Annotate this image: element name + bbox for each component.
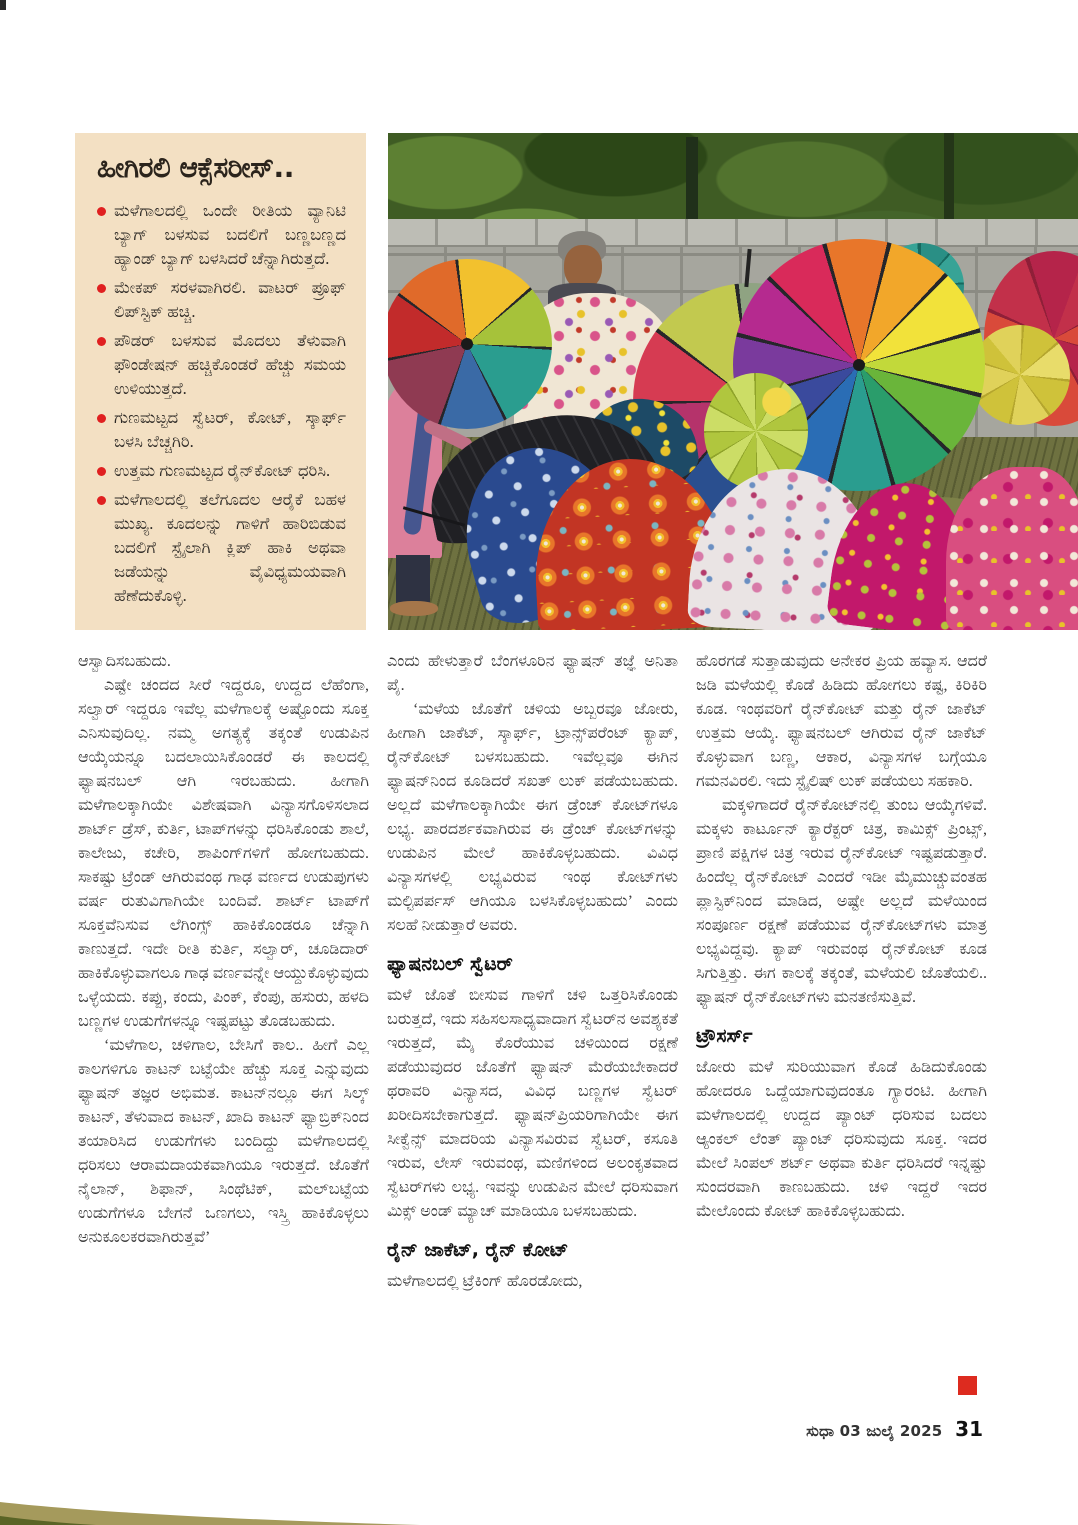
article-column-3: [696, 650, 987, 1398]
bullet-item: [97, 199, 346, 271]
corner-decoration: [0, 1491, 420, 1525]
woman-legs: [396, 555, 430, 607]
article-end-marker: [958, 1376, 977, 1395]
bullet-text: ಪೌಡರ್ ಬಳಸುವ ಮೊದಲು ತೆಳುವಾಗಿ ಫೌಂಡೇಷನ್ ಹಚ್ಚಿಕೊಂಡರೆ ಹೆಚ್ಚು ಸಮಯ ಉಳಿಯುತ್ತದೆ.: [114, 331, 346, 398]
paragraph: ‘ಮಳೆಯ ಜೊತೆಗೆ ಚಳಿಯ ಅಬ್ಬರವೂ ಜೋರು, ಹೀಗಾಗಿ ಜಾಕೆಟ್, ಸ್ಕಾರ್ಫ್, ಟ್ರಾನ್ಸ್‌ಪರೆಂಟ್ ಕ್ಯಾಪ್, ರೈನ್‌ಕೋಟ್ ಬಳಸಬಹುದು. ಇವೆಲ್ಲವೂ ಈಗಿನ ಫ್ಯಾಷನ್‌ನಿಂದ ಕೂಡಿದರೆ ಸಖತ್ ಲುಕ್ ಪಡೆಯಬಹುದು. ಅಲ್ಲದೆ ಮಳೆಗಾಲಕ್ಕಾಗಿಯೇ ಈಗ ಡ್ರೆಂಚ್ ಕೋಟ್‌ಗಳೂ ಲಭ್ಯ. ಪಾರದರ್ಶಕವಾಗಿರುವ ಈ ಡ್ರೆಂಚ್ ಕೋಟ್‌ಗಳನ್ನು ಉಡುಪಿನ ಮೇಲೆ ಹಾಕಿಕೊಳ್ಳಬಹುದು. ವಿವಿಧ ವಿನ್ಯಾಸಗಳಲ್ಲಿ ಲಭ್ಯವಿರುವ ಇಂಥ ಕೋಟ್‌ಗಳು ಮಲ್ಟಿಪರ್ಪಸ್ ಆಗಿಯೂ ಬಳಸಿಕೊಳ್ಳಬಹುದು’ ಎಂದು ಸಲಹೆ ನೀಡುತ್ತಾರೆ ಅವರು.: [387, 701, 678, 934]
magazine-issue: ಸುಧಾ 03 ಜುಲೈ 2025: [806, 1422, 943, 1440]
bullet-item: [97, 488, 346, 608]
woman-sandals: [390, 601, 438, 616]
stone-wall-cap: [388, 219, 1078, 247]
subheading-trousers: ಟ್ರೌಸರ್ಸ್: [696, 1025, 753, 1047]
bullet-item: [97, 329, 346, 401]
bullet-text: ಮೇಕಪ್ ಸರಳವಾಗಿರಲಿ. ವಾಟರ್ ಪ್ರೂಫ್ ಲಿಪ್‌ಸ್ಟಿಕ್ ಹಚ್ಚಿ.: [114, 278, 346, 321]
paragraph: ಆಸ್ವಾದಿಸಬಹುದು.: [78, 653, 171, 670]
info-box-title: ಹೀಗಿರಲಿ ಆಕ್ಸೆಸರೀಸ್..: [97, 151, 294, 184]
yellow-umbrella: [970, 325, 1070, 425]
fence-post: [686, 137, 698, 221]
bullet-text: ಉತ್ತಮ ಗುಣಮಟ್ಟದ ರೈನ್‌ಕೋಟ್ ಧರಿಸಿ.: [114, 461, 331, 480]
fence-post: [944, 133, 954, 225]
paragraph: ಜೋರು ಮಳೆ ಸುರಿಯುವಾಗ ಕೊಡೆ ಹಿಡಿದುಕೊಂಡು ಹೋದರೂ ಒದ್ದೆಯಾಗುವುದಂತೂ ಗ್ಯಾರಂಟಿ. ಹೀಗಾಗಿ ಮಳೆಗಾಲದಲ್ಲಿ ಉದ್ದದ ಪ್ಯಾಂಟ್ ಧರಿಸುವ ಬದಲು ಆ್ಯಂಕಲ್ ಲೆಂತ್ ಪ್ಯಾಂಟ್ ಧರಿಸುವುದು ಸೂಕ್ತ. ಇದರ ಮೇಲೆ ಸಿಂಪಲ್ ಶರ್ಟ್ ಅಥವಾ ಕುರ್ತಿ ಧರಿಸಿದರೆ ಇನ್ನಷ್ಟು ಸುಂದರವಾಗಿ ಕಾಣಬಹುದು. ಚಳಿ ಇದ್ದರೆ ಇದರ ಮೇಲೊಂದು ಕೋಟ್ ಹಾಕಿಕೊಳ್ಳಬಹುದು.: [696, 1059, 987, 1220]
subheading-fashionable-sweater: ಫ್ಯಾಷನಬಲ್ ಸ್ವೆಟರ್: [387, 953, 513, 975]
info-box-bullet-list: [97, 199, 346, 608]
bullet-dot-icon: [97, 467, 106, 476]
bullet-dot-icon: [97, 337, 106, 346]
bullet-dot-icon: [97, 414, 106, 423]
bullet-text: ಗುಣಮಟ್ಟದ ಸ್ವೆಟರ್, ಕೋಟ್, ಸ್ಕಾರ್ಫ್ ಬಳಸಿ ಬೆಚ್ಚಗಿರಿ.: [114, 408, 346, 451]
accessories-tips-box: [75, 133, 366, 630]
umbrella-photo: [388, 133, 1078, 630]
bullet-dot-icon: [97, 496, 106, 505]
page-footer: [806, 1417, 983, 1441]
paragraph: ಮಳೆಗಾಲದಲ್ಲಿ ಟ್ರೆಕಿಂಗ್ ಹೊರಡೋದು,: [387, 1273, 583, 1290]
paragraph: ಮಕ್ಕಳಿಗಾದರೆ ರೈನ್‌ಕೋಟ್‌ನಲ್ಲಿ ತುಂಬ ಆಯ್ಕೆಗಳಿವೆ. ಮಕ್ಕಳು ಕಾರ್ಟೂನ್ ಕ್ಯಾರೆಕ್ಟರ್ ಚಿತ್ರ, ಕಾಮಿಕ್ಸ್ ಪ್ರಿಂಟ್ಸ್, ಪ್ರಾಣಿ ಪಕ್ಷಿಗಳ ಚಿತ್ರ ಇರುವ ರೈನ್‌ಕೋಟ್ ಇಷ್ಟಪಡುತ್ತಾರೆ. ಹಿಂದೆಲ್ಲ ರೈನ್‌ಕೋಟ್ ಎಂದರೆ ಇಡೀ ಮೈಮುಚ್ಚುವಂತಹ ಪ್ಲಾಸ್ಟಿಕ್‌ನಿಂದ ಮಾಡಿದ, ಅಷ್ಟೇ ಅಲ್ಲದೆ ಮಳೆಯಿಂದ ಸಂಪೂರ್ಣ ರಕ್ಷಣೆ ಪಡೆಯುವ ರೈನ್‌ಕೋಟ್‌ಗಳು ಮಾತ್ರ ಲಭ್ಯವಿದ್ದವು. ಕ್ಯಾಪ್ ಇರುವಂಥ ರೈನ್‌ಕೋಟ್ ಕೂಡ ಸಿಗುತ್ತಿತ್ತು. ಈಗ ಕಾಲಕ್ಕೆ ತಕ್ಕಂತೆ, ಮಳೆಯಲಿ ಜೊತೆಯಲಿ.. ಫ್ಯಾಷನ್ ರೈನ್‌ಕೋಟ್‌ಗಳು ಮನತಣಿಸುತ್ತಿವೆ.: [696, 797, 987, 1006]
bullet-text: ಮಳೆಗಾಲದಲ್ಲಿ ತಲೆಗೂದಲ ಆರೈಕೆ ಬಹಳ ಮುಖ್ಯ. ಕೂದಲನ್ನು ಗಾಳಿಗೆ ಹಾರಿಬಿಡುವ ಬದಲಿಗೆ ಸ್ಟೈಲಾಗಿ ಕ್ಲಿಪ್ ಹಾಕಿ ಅಥವಾ ಜಡೆಯನ್ನು ವೈವಿಧ್ಯಮಯವಾಗಿ ಹೆಣೆದುಕೊಳ್ಳಿ.: [114, 490, 346, 605]
paragraph: ಹೊರಗಡೆ ಸುತ್ತಾಡುವುದು ಅನೇಕರ ಪ್ರಿಯ ಹವ್ಯಾಸ. ಆದರೆ ಜಡಿ ಮಳೆಯಲ್ಲಿ ಕೊಡೆ ಹಿಡಿದು ಹೋಗಲು ಕಷ್ಟ, ಕಿರಿಕಿರಿ ಕೂಡ. ಇಂಥವರಿಗೆ ರೈನ್‌ಕೋಟ್ ಮತ್ತು ರೈನ್ ಜಾಕೆಟ್ ಉತ್ತಮ ಆಯ್ಕೆ. ಫ್ಯಾಷನಬಲ್ ಆಗಿರುವ ರೈನ್ ಜಾಕೆಟ್ ಕೊಳ್ಳುವಾಗ ಬಣ್ಣ, ಆಕಾರ, ವಿನ್ಯಾಸಗಳ ಬಗ್ಗೆಯೂ ಗಮನವಿರಲಿ. ಇದು ಸ್ಟೈಲಿಷ್ ಲುಕ್ ಪಡೆಯಲು ಸಹಕಾರಿ.: [696, 653, 987, 790]
paragraph: ಮಳೆ ಜೊತೆ ಬೀಸುವ ಗಾಳಿಗೆ ಚಳಿ ಒತ್ತರಿಸಿಕೊಂಡು ಬರುತ್ತದೆ, ಇದು ಸಹಿಸಲಸಾಧ್ಯವಾದಾಗ ಸ್ವೆಟರ್‌ನ ಅವಶ್ಯಕತೆ ಇರುತ್ತದೆ, ಮೈ ಕೊರೆಯುವ ಚಳಿಯಿಂದ ರಕ್ಷಣೆ ಪಡೆಯುವುದರ ಜೊತೆಗೆ ಫ್ಯಾಷನ್ ಮೆರೆಯಬೇಕಾದರೆ ಥರಾವರಿ ವಿನ್ಯಾಸದ, ವಿವಿಧ ಬಣ್ಣಗಳ ಸ್ವೆಟರ್ ಖರೀದಿಸಬೇಕಾಗುತ್ತದೆ. ಫ್ಯಾಷನ್‌ಪ್ರಿಯರಿಗಾಗಿಯೇ ಈಗ ಸೀಕ್ವೆನ್ಸ್ ಮಾದರಿಯ ವಿನ್ಯಾಸವಿರುವ ಸ್ವೆಟರ್, ಕಸೂತಿ ಇರುವ, ಲೇಸ್ ಇರುವಂಥ, ಮಣಿಗಳಿಂದ ಅಲಂಕೃತವಾದ ಸ್ವೆಟರ್‌ಗಳು ಲಭ್ಯ. ಇವನ್ನು ಉಡುಪಿನ ಮೇಲೆ ಧರಿಸುವಾಗ ಮಿಕ್ಸ್ ಅಂಡ್ ಮ್ಯಾಚ್ ಮಾಡಿಯೂ ಬಳಸಬಹುದು.: [387, 987, 678, 1220]
bullet-dot-icon: [97, 207, 106, 216]
page-number: 31: [955, 1417, 983, 1441]
scan-artifact-mark: [0, 0, 6, 10]
paragraph: ಎಂದು ಹೇಳುತ್ತಾರೆ ಬೆಂಗಳೂರಿನ ಫ್ಯಾಷನ್ ತಜ್ಞೆ ಅನಿತಾ ಪೈ.: [387, 653, 678, 694]
bullet-text: ಮಳೆಗಾಲದಲ್ಲಿ ಒಂದೇ ರೀತಿಯ ವ್ಯಾನಿಟಿ ಬ್ಯಾಗ್ ಬಳಸುವ ಬದಲಿಗೆ ಬಣ್ಣಬಣ್ಣದ ಹ್ಯಾಂಡ್ ಬ್ಯಾಗ್ ಬಳಸಿದರೆ ಚೆನ್ನಾಗಿರುತ್ತದೆ.: [114, 201, 346, 268]
article-column-1: [78, 650, 369, 1398]
bullet-item: [97, 406, 346, 454]
paragraph: ‘ಮಳೆಗಾಲ, ಚಳಿಗಾಲ, ಬೇಸಿಗೆ ಕಾಲ.. ಹೀಗೆ ಎಲ್ಲ ಕಾಲಗಳಿಗೂ ಕಾಟನ್ ಬಟ್ಟೆಯೇ ಹೆಚ್ಚು ಸೂಕ್ತ ಎನ್ನುವುದು ಫ್ಯಾಷನ್ ತಜ್ಞರ ಅಭಿಮತ. ಕಾಟನ್‌ನಲ್ಲೂ ಈಗ ಸಿಲ್ಕ್ ಕಾಟನ್, ತೆಳುವಾದ ಕಾಟನ್, ಖಾದಿ ಕಾಟನ್ ಫ್ಯಾಬ್ರಿಕ್‌ನಿಂದ ತಯಾರಿಸಿದ ಉಡುಗೆಗಳು ಬಂದಿದ್ದು ಮಳೆಗಾಲದಲ್ಲಿ ಧರಿಸಲು ಆರಾಮದಾಯಕವಾಗಿಯೂ ಇರುತ್ತದೆ. ಜೊತೆಗೆ ನೈಲಾನ್, ಶಿಫಾನ್, ಸಿಂಥೆಟಿಕ್, ಮಲ್‌ಬಟ್ಟೆಯ ಉಡುಗೆಗಳೂ ಬೇಗನೆ ಒಣಗಲು, ಇಸ್ತ್ರಿ ಹಾಕಿಕೊಳ್ಳಲು ಅನುಕೂಲಕರವಾಗಿರುತ್ತವೆ’: [78, 1037, 369, 1246]
bullet-dot-icon: [97, 284, 106, 293]
bullet-item: [97, 459, 346, 483]
article-body: [78, 650, 987, 1398]
article-column-2: [387, 650, 678, 1398]
held-rainbow-umbrella: [388, 259, 552, 429]
bullet-item: [97, 276, 346, 324]
paragraph: ಎಷ್ಟೇ ಚಂದದ ಸೀರೆ ಇದ್ದರೂ, ಉದ್ದದ ಲೆಹೆಂಗಾ, ಸಲ್ವಾರ್ ಇದ್ದರೂ ಇವೆಲ್ಲ ಮಳೆಗಾಲಕ್ಕೆ ಅಷ್ಟೊಂದು ಸೂಕ್ತ ಎನಿಸುವುದಿಲ್ಲ. ನಮ್ಮ ಅಗತ್ಯಕ್ಕೆ ತಕ್ಕಂತೆ ಉಡುಪಿನ ಆಯ್ಕೆಯನ್ನೂ ಬದಲಾಯಿಸಿಕೊಂಡರೆ ಈ ಕಾಲದಲ್ಲಿ ಫ್ಯಾಷನಬಲ್ ಆಗಿ ಇರಬಹುದು. ಹೀಗಾಗಿ ಮಳೆಗಾಲಕ್ಕಾಗಿಯೇ ವಿಶೇಷವಾಗಿ ವಿನ್ಯಾಸಗೊಳಿಸಲಾದ ಶಾರ್ಟ್ ಡ್ರೆಸ್, ಕುರ್ತಿ, ಟಾಪ್‌ಗಳನ್ನು ಧರಿಸಿಕೊಂಡು ಶಾಲೆ, ಕಾಲೇಜು, ಕಚೇರಿ, ಶಾಪಿಂಗ್‌ಗಳಿಗೆ ಹೋಗಬಹುದು. ಸಾಕಷ್ಟು ಟ್ರೆಂಡ್ ಆಗಿರುವಂಥ ಗಾಢ ವರ್ಣದ ಉಡುಪುಗಳು ವರ್ಷ ರುತುವಿಗಾಗಿಯೇ ಬಂದಿವೆ. ಶಾರ್ಟ್ ಟಾಪ್‌ಗೆ ಸೂಕ್ತವೆನಿಸುವ ಲೆಗಿಂಗ್ಸ್ ಹಾಕಿಕೊಂಡರೂ ಚೆನ್ನಾಗಿ ಕಾಣುತ್ತದೆ. ಇದೇ ರೀತಿ ಕುರ್ತಿ, ಸಲ್ವಾರ್, ಚೂಡಿದಾರ್ ಹಾಕಿಕೊಳ್ಳುವಾಗಲೂ ಗಾಢ ವರ್ಣವನ್ನೇ ಆಯ್ದುಕೊಳ್ಳುವುದು ಒಳ್ಳೆಯದು. ಕಪ್ಪು, ಕಂದು, ಪಿಂಕ್, ಕೆಂಪು, ಹಸುರು, ಹಳದಿ ಬಣ್ಣಗಳ ಉಡುಗೆಗಳನ್ನೂ ಇಷ್ಟಪಟ್ಟು ತೊಡಬಹುದು.: [78, 677, 369, 1030]
subheading-rain-jacket: ರೈನ್ ಜಾಕೆಟ್, ರೈನ್ ಕೋಟ್: [387, 1239, 569, 1261]
